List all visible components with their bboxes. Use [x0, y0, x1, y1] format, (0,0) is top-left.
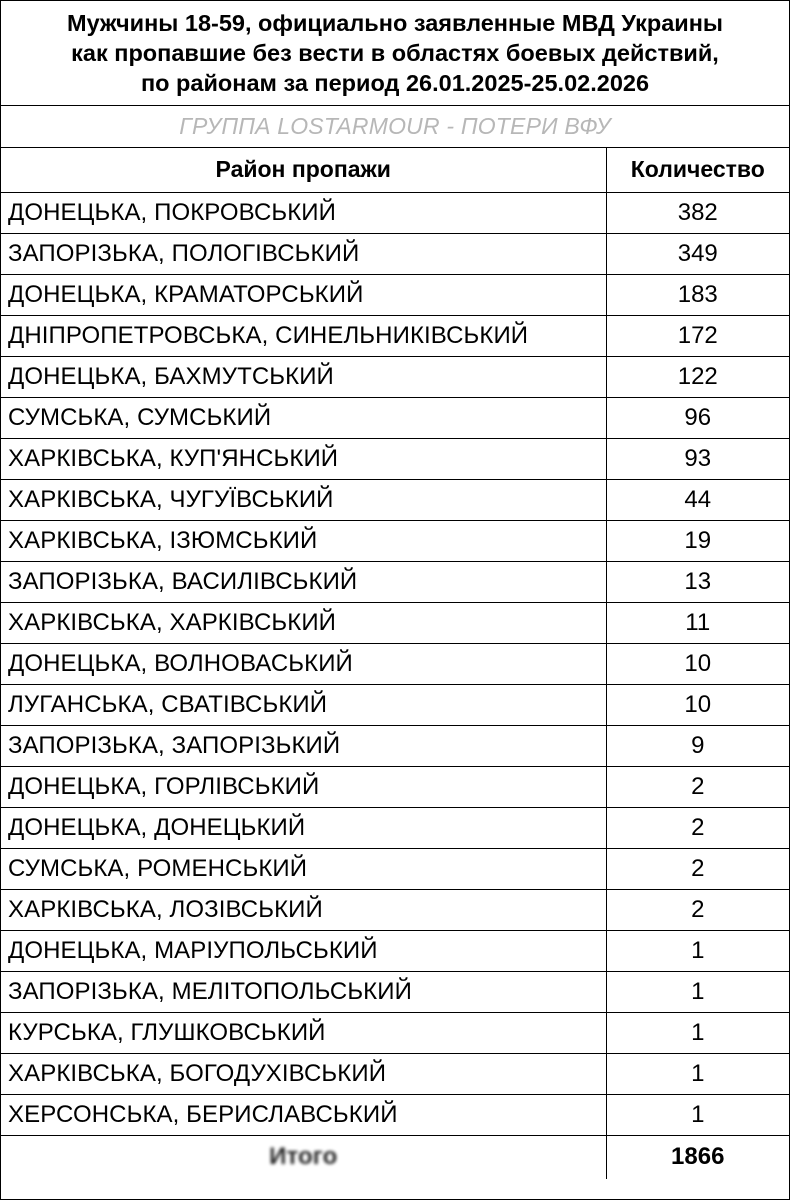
count-cell: 9: [606, 725, 789, 766]
total-row: [1, 1135, 789, 1179]
table-row: [1, 397, 789, 438]
table-row: [1, 520, 789, 561]
table-row: [1, 233, 789, 274]
total-count: 1866: [606, 1135, 789, 1179]
table-row: [1, 889, 789, 930]
district-cell: ДОНЕЦЬКА, ГОРЛІВСЬКИЙ: [1, 766, 606, 807]
report-title: [1, 1, 789, 106]
district-cell: ЗАПОРІЗЬКА, ПОЛОГІВСЬКИЙ: [1, 233, 606, 274]
count-cell: 172: [606, 315, 789, 356]
district-cell: ДОНЕЦЬКА, БАХМУТСЬКИЙ: [1, 356, 606, 397]
source-watermark: ГРУППА LOSTARMOUR - ПОТЕРИ ВФУ: [1, 106, 789, 148]
total-label: [1, 1135, 606, 1179]
table-row: [1, 561, 789, 602]
table-row: [1, 643, 789, 684]
count-cell: 2: [606, 766, 789, 807]
table-row: [1, 479, 789, 520]
count-cell: 93: [606, 438, 789, 479]
district-cell: ХЕРСОНСЬКА, БЕРИСЛАВСЬКИЙ: [1, 1094, 606, 1135]
district-cell: ХАРКІВСЬКА, ЧУГУЇВСЬКИЙ: [1, 479, 606, 520]
count-cell: 10: [606, 643, 789, 684]
district-cell: ЗАПОРІЗЬКА, ЗАПОРІЗЬКИЙ: [1, 725, 606, 766]
title-line: по районам за период 26.01.2025-25.02.2026: [140, 70, 650, 96]
table-row: [1, 725, 789, 766]
district-cell: СУМСЬКА, СУМСЬКИЙ: [1, 397, 606, 438]
table-row: [1, 356, 789, 397]
count-cell: 19: [606, 520, 789, 561]
table-row: [1, 1094, 789, 1135]
table-row: [1, 807, 789, 848]
count-cell: 382: [606, 192, 789, 233]
table-row: [1, 1012, 789, 1053]
count-cell: 1: [606, 1094, 789, 1135]
district-cell: СУМСЬКА, РОМЕНСЬКИЙ: [1, 848, 606, 889]
count-cell: 1: [606, 930, 789, 971]
table-row: [1, 274, 789, 315]
district-cell: ДОНЕЦЬКА, ВОЛНОВАСЬКИЙ: [1, 643, 606, 684]
district-cell: ДНІПРОПЕТРОВСЬКА, СИНЕЛЬНИКІВСЬКИЙ: [1, 315, 606, 356]
count-cell: 1: [606, 1012, 789, 1053]
table-row: [1, 438, 789, 479]
district-cell: ЛУГАНСЬКА, СВАТІВСЬКИЙ: [1, 684, 606, 725]
district-cell: ЗАПОРІЗЬКА, МЕЛІТОПОЛЬСЬКИЙ: [1, 971, 606, 1012]
count-cell: 44: [606, 479, 789, 520]
district-cell: ЗАПОРІЗЬКА, ВАСИЛІВСЬКИЙ: [1, 561, 606, 602]
district-cell: ДОНЕЦЬКА, ДОНЕЦЬКИЙ: [1, 807, 606, 848]
count-cell: 10: [606, 684, 789, 725]
table-row: [1, 971, 789, 1012]
district-cell: ХАРКІВСЬКА, ЛОЗІВСЬКИЙ: [1, 889, 606, 930]
count-cell: 2: [606, 807, 789, 848]
table-row: [1, 315, 789, 356]
total-label-text: Итого: [269, 1143, 338, 1171]
count-cell: 2: [606, 889, 789, 930]
title-line: Мужчины 18-59, официально заявленные МВД Украины: [67, 10, 723, 36]
table-row: [1, 1053, 789, 1094]
table-row: [1, 684, 789, 725]
count-cell: 13: [606, 561, 789, 602]
count-cell: 96: [606, 397, 789, 438]
table-row: [1, 848, 789, 889]
district-cell: ХАРКІВСЬКА, ІЗЮМСЬКИЙ: [1, 520, 606, 561]
district-cell: ДОНЕЦЬКА, ПОКРОВСЬКИЙ: [1, 192, 606, 233]
count-cell: 1: [606, 1053, 789, 1094]
district-cell: ХАРКІВСЬКА, КУП'ЯНСЬКИЙ: [1, 438, 606, 479]
district-cell: ДОНЕЦЬКА, КРАМАТОРСЬКИЙ: [1, 274, 606, 315]
count-cell: 183: [606, 274, 789, 315]
table-row: [1, 192, 789, 233]
missing-persons-table: [1, 148, 789, 1179]
count-cell: 1: [606, 971, 789, 1012]
count-cell: 11: [606, 602, 789, 643]
count-cell: 349: [606, 233, 789, 274]
column-header-count: Количество: [606, 148, 789, 192]
district-cell: ХАРКІВСЬКА, БОГОДУХІВСЬКИЙ: [1, 1053, 606, 1094]
table-row: [1, 930, 789, 971]
district-cell: ДОНЕЦЬКА, МАРІУПОЛЬСЬКИЙ: [1, 930, 606, 971]
table-row: [1, 766, 789, 807]
title-line: как пропавшие без вести в областях боевых действий,: [71, 40, 719, 66]
count-cell: 122: [606, 356, 789, 397]
district-cell: КУРСЬКА, ГЛУШКОВСЬКИЙ: [1, 1012, 606, 1053]
count-cell: 2: [606, 848, 789, 889]
table-header-row: [1, 148, 789, 192]
column-header-district: Район пропажи: [215, 156, 391, 183]
table-row: [1, 602, 789, 643]
district-cell: ХАРКІВСЬКА, ХАРКІВСЬКИЙ: [1, 602, 606, 643]
